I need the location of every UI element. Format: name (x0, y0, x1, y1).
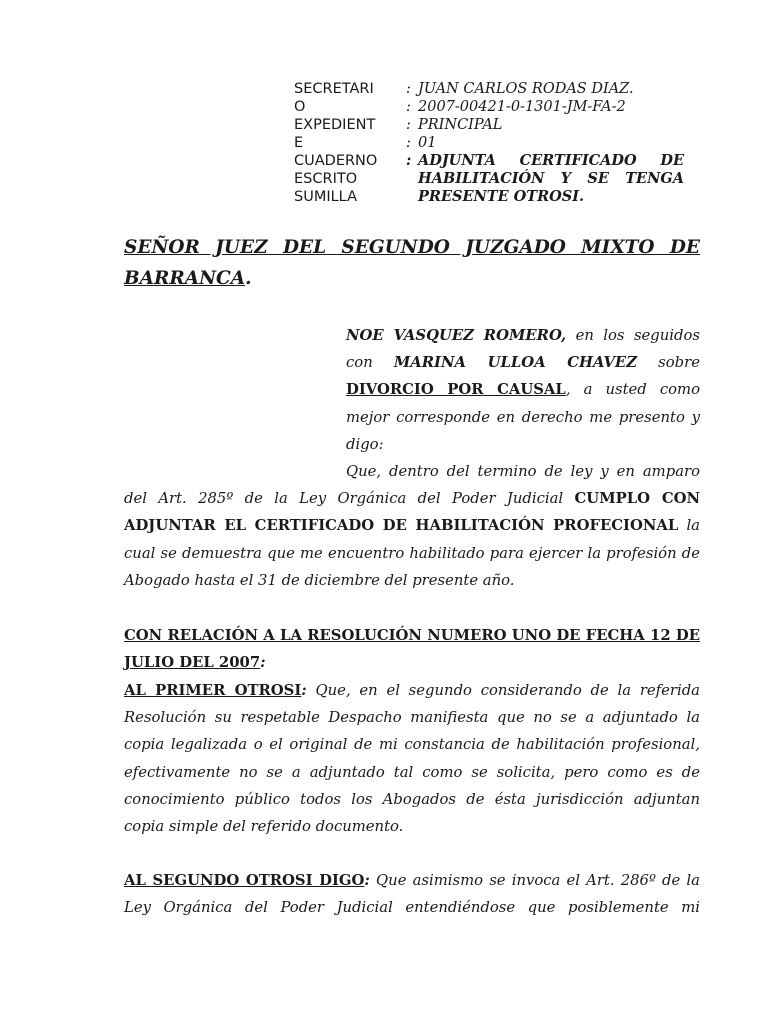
secretario-value: JUAN CARLOS RODAS DIAZ. (418, 81, 634, 97)
resolution-heading-text: CON RELACIÓN A LA RESOLUCIÓN NUMERO UNO DE FECHA 12 DE JULIO DEL 2007 (124, 627, 700, 672)
main-paragraph (124, 458, 700, 594)
intro-text: en los seguidos con (346, 327, 700, 372)
first-otrosi-paragraph (124, 677, 700, 840)
header-row (294, 80, 684, 98)
escrito-value: 01 (418, 135, 437, 151)
cuaderno-value: PRINCIPAL (418, 117, 503, 133)
paragraph-text: Que, dentro del termino de ley y en amparo del Art. 285º de la Ley Orgánica del Poder Judicial (124, 463, 700, 508)
document-title (124, 232, 700, 294)
header-label-sumilla: SUMILLA (294, 189, 358, 205)
resolution-heading-colon: : (260, 654, 266, 672)
header-label-stack (294, 152, 406, 206)
case-header (294, 80, 684, 206)
first-otrosi-colon: : (301, 682, 307, 699)
petitioner-name: NOE VASQUEZ ROMERO, (346, 327, 567, 344)
respondent-name: MARINA ULLOA CHAVEZ (393, 354, 638, 372)
header-label: CUADERNO (294, 153, 378, 169)
case-type: DIVORCIO POR CAUSAL (346, 381, 566, 399)
header-colon: : (406, 117, 411, 133)
resolution-heading (124, 622, 700, 676)
header-label: ESCRITO (294, 171, 358, 187)
sumilla-value: ADJUNTA CERTIFICADO DE HABILITACIÓN Y SE TENGA PRESENTE OTROSI. (418, 152, 684, 205)
first-otrosi-text: Que, en el segundo considerando de la referida Resolución su respetable Despacho manifiesta que no se a adjuntado la copia legalizada o el original de mi constancia de habilitación profesional, efectivamente no se a adjuntado tal como se solicita, pero como es de conocimiento público todos los Abogados de ésta jurisdicción adjuntan copia simple del referido documento. (124, 682, 700, 836)
title-line: SEÑOR JUEZ DEL SEGUNDO JUZGADO MIXTO DE (124, 237, 700, 258)
title-period: . (245, 268, 252, 289)
header-label: EXPEDIENT (294, 117, 376, 133)
first-otrosi-label: AL PRIMER OTROSI (124, 682, 302, 699)
header-colon: : (406, 135, 411, 151)
header-row (294, 98, 684, 116)
intro-text: , a usted como mejor corresponde en derecho me presento y digo: (346, 381, 700, 453)
header-label: E (294, 135, 304, 151)
second-otrosi-paragraph (124, 867, 700, 921)
header-label: O (294, 99, 306, 115)
paragraph-bold-text: CUMPLO CON ADJUNTAR EL CERTIFICADO DE HABILITACIÓN PROFECIONAL (124, 490, 701, 535)
header-row (294, 152, 684, 206)
second-otrosi-colon: : (364, 872, 370, 889)
second-otrosi-label: AL SEGUNDO OTROSI DIGO (124, 872, 365, 889)
intro-text: sobre (637, 354, 700, 372)
header-colon: : (406, 99, 411, 115)
intro-paragraph (346, 322, 700, 458)
paragraph-text: la cual se demuestra que me encuentro habilitado para ejercer la profesión de Abogado hasta el 31 de diciembre del presente año. (124, 517, 700, 589)
header-row (294, 116, 684, 134)
header-colon: : (406, 152, 412, 169)
second-otrosi-text: Que asimismo se invoca el Art. 286º de la Ley Orgánica del Poder Judicial entendiéndose que posiblemente mi (124, 872, 700, 917)
expediente-value: 2007-00421-0-1301-JM-FA-2 (418, 99, 626, 115)
header-row (294, 134, 684, 152)
header-colon: : (406, 81, 411, 97)
header-label: SECRETARI (294, 81, 374, 97)
title-court-name: BARRANCA (124, 268, 246, 289)
